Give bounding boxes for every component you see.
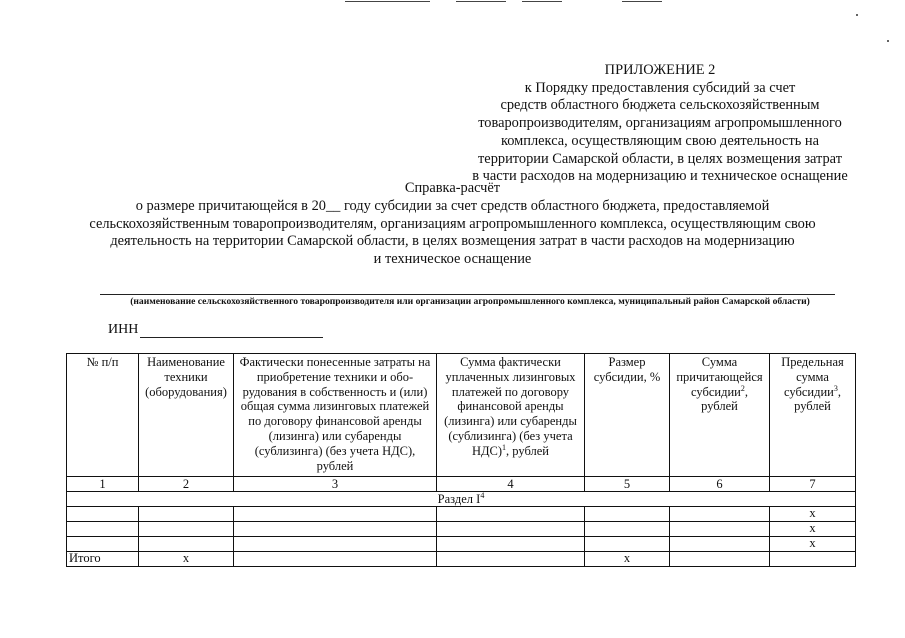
appendix-line: территории Самарской области, в целях возмещения затрат bbox=[478, 150, 842, 167]
appendix-line: в части расходов на модернизацию и техническое оснащение bbox=[472, 168, 848, 185]
header-subsidy-percent: Размер субсидии, % bbox=[585, 354, 670, 477]
table-cell: x bbox=[770, 522, 856, 537]
table-cell bbox=[67, 507, 139, 522]
table-cell bbox=[437, 552, 585, 567]
scan-artifact-line bbox=[622, 1, 662, 2]
table-cell: x bbox=[585, 552, 670, 567]
scan-artifact-line bbox=[345, 1, 430, 2]
document-title: Справка-расчёт bbox=[404, 180, 501, 196]
column-number: 4 bbox=[437, 477, 585, 492]
table-row bbox=[67, 537, 856, 552]
appendix-line: средств областного бюджета сельскохозяйственным bbox=[500, 97, 820, 114]
column-number: 7 bbox=[770, 477, 856, 492]
table-cell bbox=[67, 537, 139, 552]
table-row bbox=[67, 507, 856, 522]
table-cell bbox=[585, 507, 670, 522]
table-cell bbox=[234, 537, 437, 552]
producer-caption: (наименование сельскохозяйственного товаропроизводителя или организации агропромышленного комплекса, муниципальный район Самарской области) bbox=[130, 296, 810, 307]
column-number: 3 bbox=[234, 477, 437, 492]
table-header-row bbox=[67, 354, 856, 477]
scan-artifact-dot bbox=[856, 14, 858, 16]
header-max-subsidy: Предельная сумма субсидии$^3$, рублей bbox=[770, 354, 856, 477]
appendix-line: комплекса, осуществляющим свою деятельность на bbox=[501, 132, 819, 149]
table-cell bbox=[234, 507, 437, 522]
subtitle-line: и техническое оснащение bbox=[373, 250, 532, 267]
appendix-line: к Порядку предоставления субсидий за счет bbox=[524, 79, 796, 96]
table-cell bbox=[670, 552, 770, 567]
column-number: 6 bbox=[670, 477, 770, 492]
table-cell bbox=[437, 507, 585, 522]
table-cell bbox=[234, 522, 437, 537]
table-cell bbox=[139, 522, 234, 537]
scan-artifact-line bbox=[456, 1, 506, 2]
inn-label: ИНН bbox=[108, 322, 139, 337]
header-actual-costs: Фактически понесенные затраты на приобретение техники и обо-рудования в собственность и (или) общая сумма лизинговых платежей по договору финансовой аренды (лизинга) или субаренды (сублизинга) (без учета НДС), рублей bbox=[234, 354, 437, 477]
scan-artifact-dot bbox=[887, 40, 889, 42]
total-row bbox=[67, 552, 856, 567]
table-cell: x bbox=[770, 507, 856, 522]
inn-field-line bbox=[140, 337, 323, 338]
table-cell bbox=[437, 537, 585, 552]
section-row bbox=[67, 492, 856, 507]
table-cell bbox=[437, 522, 585, 537]
appendix-block bbox=[460, 62, 860, 186]
table-cell bbox=[67, 522, 139, 537]
document-subtitle bbox=[0, 198, 905, 268]
table-cell bbox=[139, 537, 234, 552]
scan-artifact-line bbox=[522, 1, 562, 2]
column-number: 2 bbox=[139, 477, 234, 492]
header-number: № п/п bbox=[67, 354, 139, 477]
table-cell bbox=[139, 507, 234, 522]
subsidy-table bbox=[66, 353, 856, 567]
table-cell bbox=[770, 552, 856, 567]
table-cell bbox=[585, 522, 670, 537]
table-row bbox=[67, 522, 856, 537]
header-leasing-payments: Сумма фактически уплаченных лизинговых платежей по договору финансовой аренды (лизинга) или субаренды (сублизинга) (без учета НДС)$^1$, рублей bbox=[437, 354, 585, 477]
column-number: 5 bbox=[585, 477, 670, 492]
header-subsidy-amount: Сумма причитающейся субсидии$^2$, рублей bbox=[670, 354, 770, 477]
total-label: Итого bbox=[67, 552, 139, 567]
header-equipment-name: Наименование техники (оборудования) bbox=[139, 354, 234, 477]
subtitle-line: деятельность на территории Самарской области, в целях возмещения затрат в части расходов на модернизацию bbox=[110, 233, 795, 250]
section-label: Раздел $I^4$ bbox=[67, 492, 856, 507]
appendix-title: ПРИЛОЖЕНИЕ 2 bbox=[604, 62, 716, 78]
subtitle-line: о размере причитающейся в 20__ году субсидии за счет средств областного бюджета, предоставляемой bbox=[135, 198, 770, 214]
table-cell: x bbox=[770, 537, 856, 552]
appendix-line: товаропроизводителям, организациям агропромышленного bbox=[478, 115, 842, 132]
table-cell bbox=[670, 507, 770, 522]
table-cell bbox=[585, 537, 670, 552]
column-number-row bbox=[67, 477, 856, 492]
subtitle-line: сельскохозяйственным товаропроизводителям, организациям агропромышленного комплекса, осуществляющим свою bbox=[89, 215, 816, 232]
table-cell: x bbox=[139, 552, 234, 567]
table-cell bbox=[670, 522, 770, 537]
column-number: 1 bbox=[67, 477, 139, 492]
producer-name-line bbox=[100, 294, 835, 295]
table-cell bbox=[234, 552, 437, 567]
table-cell bbox=[670, 537, 770, 552]
